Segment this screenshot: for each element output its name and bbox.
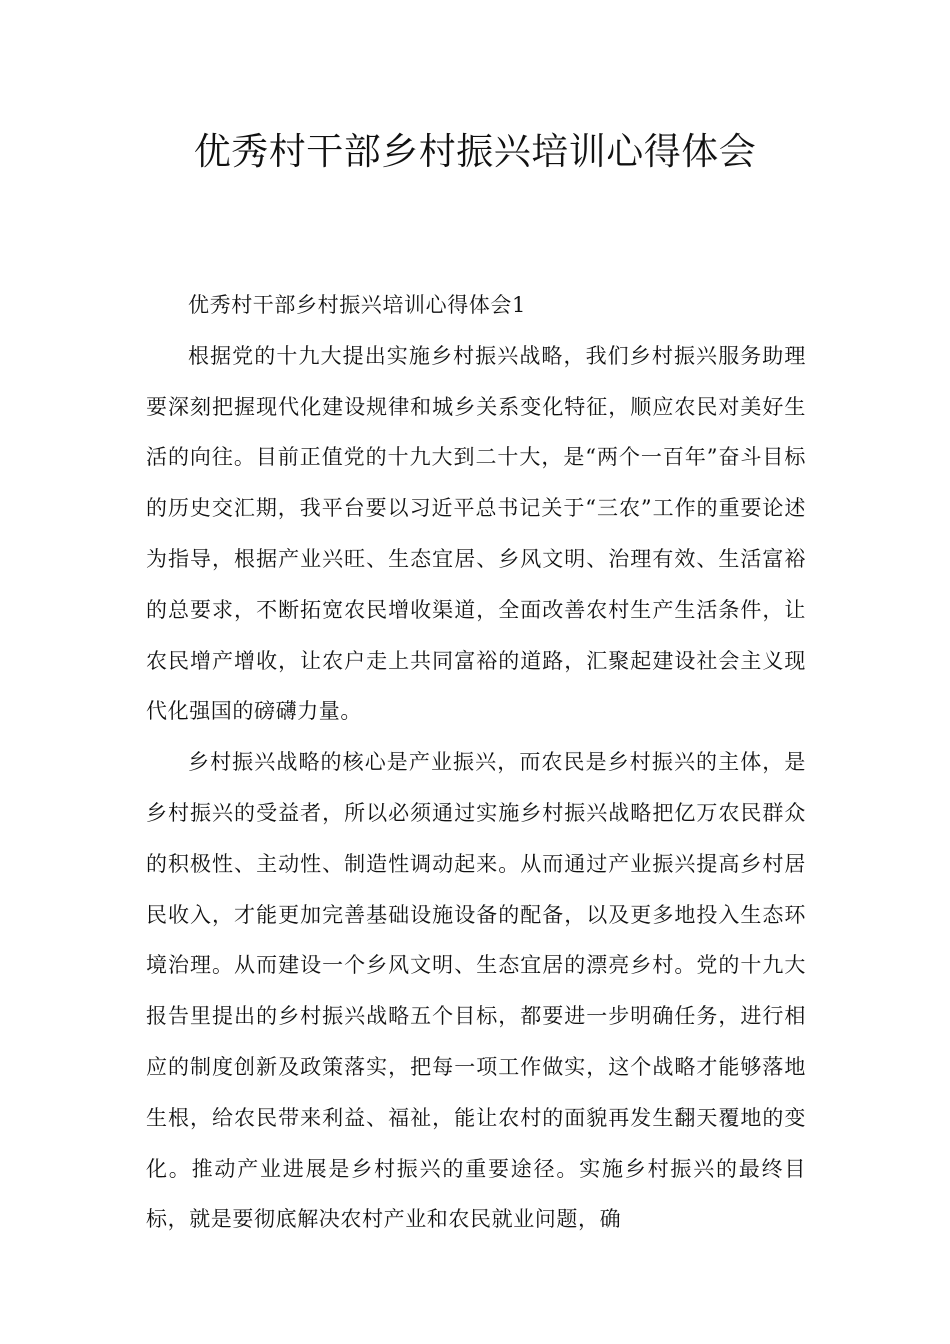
paragraph-2: 乡村振兴战略的核心是产业振兴，而农民是乡村振兴的主体，是乡村振兴的受益者，所以必须通过实施乡村振兴战略把亿万农民群众的积极性、主动性、制造性调动起来。从而通过产业振兴提高乡村居民收入，才能更加完善基础设施设备的配备，以及更多地投入生态环境治理。从而建设一个乡风文明、生态宜居的漂亮乡村。党的十九大报告里提出的乡村振兴战略五个目标，都要进一步明确任务，进行相应的制度创新及政策落实，把每一项工作做实，这个战略才能够落地生根，给农民带来利益、福祉，能让农村的面貌再发生翻天覆地的变化。推动产业进展是乡村振兴的重要途径。实施乡村振兴的最终目标，就是要彻底解决农村产业和农民就业问题，确 [146,750,806,1232]
document-body [146,280,806,1245]
section-heading: 优秀村干部乡村振兴培训心得体会1 [188,293,526,317]
document-title: 优秀村干部乡村振兴培训心得体会 [193,130,757,173]
paragraph-1: 根据党的十九大提出实施乡村振兴战略，我们乡村振兴服务助理要深刻把握现代化建设规律和城乡关系变化特征，顺应农民对美好生活的向往。目前正值党的十九大到二十大，是“两个一百年”奋斗目标的历史交汇期，我平台要以习近平总书记关于“三农”工作的重要论述为指导，根据产业兴旺、生态宜居、乡风文明、治理有效、生活富裕的总要求，不断拓宽农民增收渠道，全面改善农村生产生活条件，让农民增产增收，让农户走上共同富裕的道路，汇聚起建设社会主义现代化强国的磅礴力量。 [146,343,806,724]
